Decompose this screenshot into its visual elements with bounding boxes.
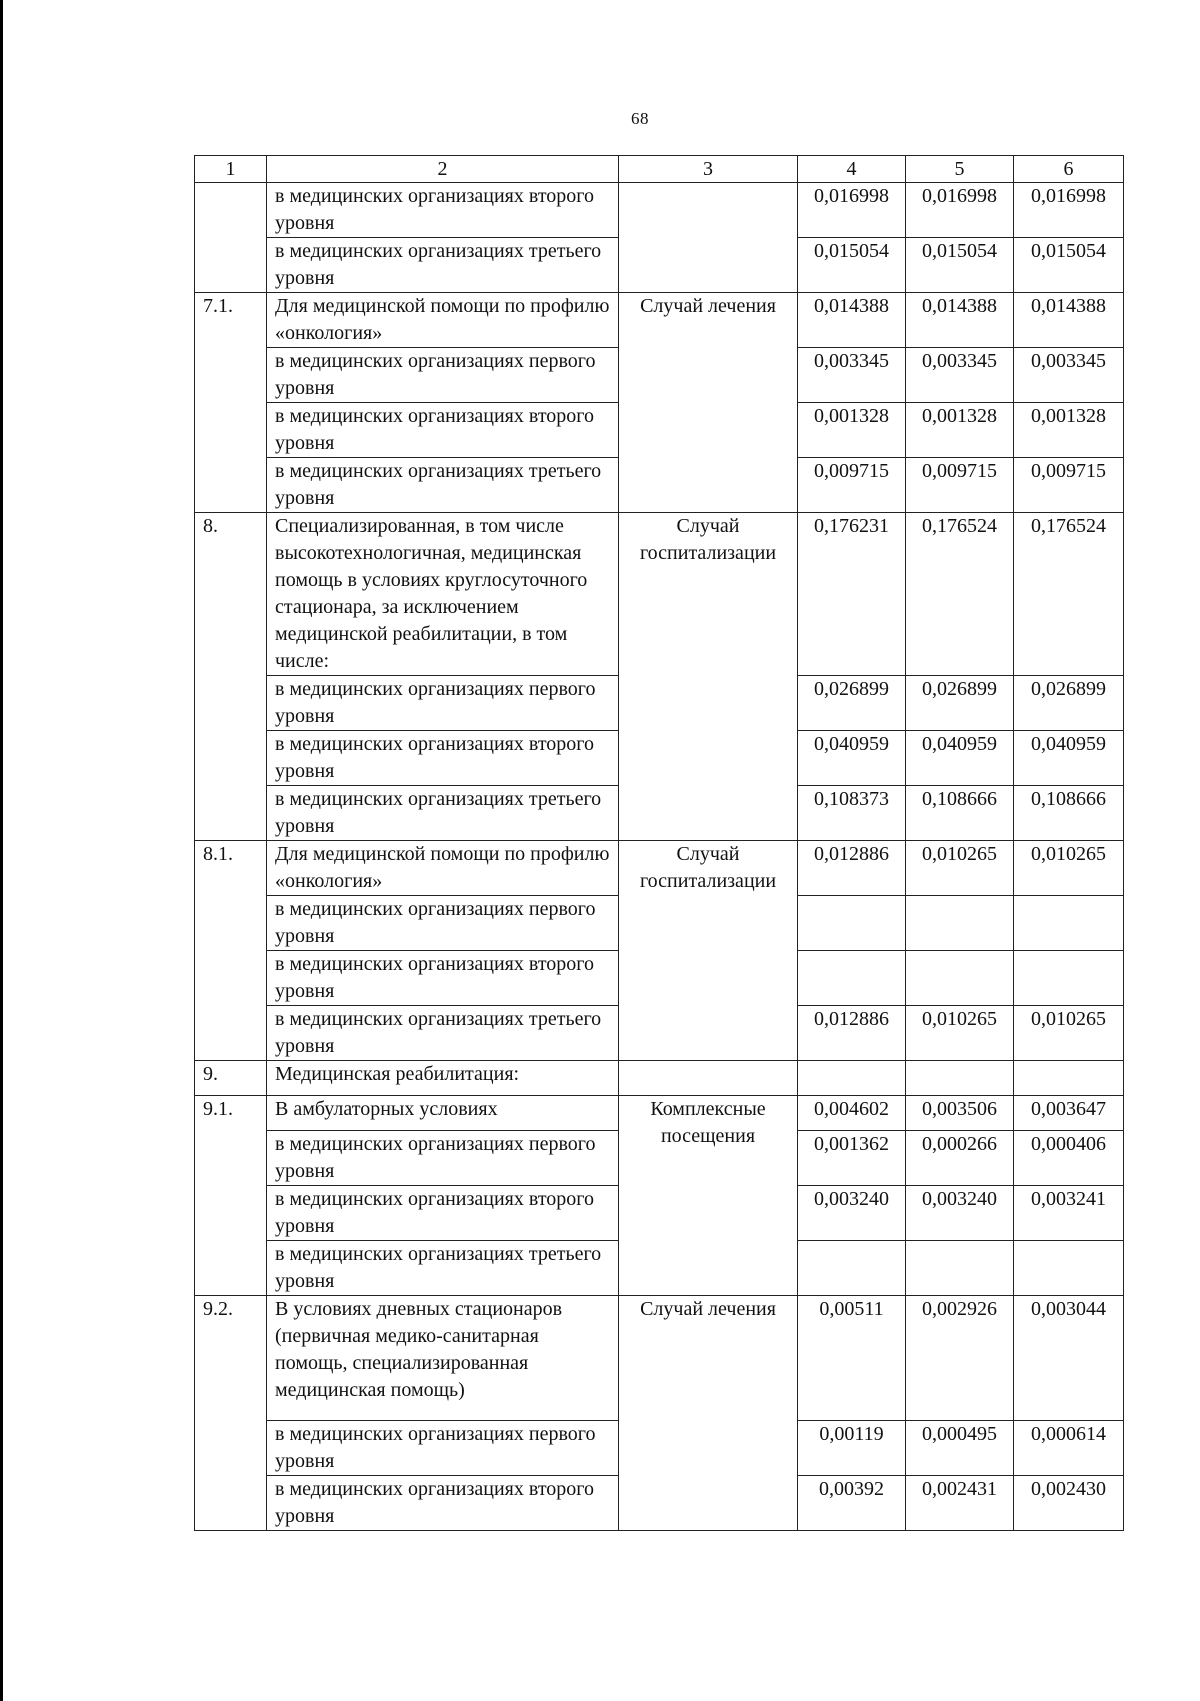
indicator-name-cell: в медицинских организациях второго уровня (267, 183, 619, 238)
indicator-name-cell: в медицинских организациях третьего уровня (267, 786, 619, 841)
value-cell-v6 (1014, 1061, 1124, 1096)
value-cell-v5 (906, 1241, 1014, 1296)
value-cell-v6 (1014, 951, 1124, 1006)
value-cell-v4: 0,176231 (798, 513, 906, 676)
indicator-name-cell: в медицинских организациях первого уровня (267, 676, 619, 731)
unit-cell: Случай лечения (619, 293, 798, 513)
value-cell-v4: 0,00392 (798, 1476, 906, 1531)
indicator-name-cell: в медицинских организациях второго уровня (267, 731, 619, 786)
value-cell-v5: 0,026899 (906, 676, 1014, 731)
value-cell-v5: 0,040959 (906, 731, 1014, 786)
value-cell-v5: 0,000266 (906, 1131, 1014, 1186)
norms-table (194, 155, 1124, 1531)
value-cell-v4: 0,009715 (798, 458, 906, 513)
row-number-cell: 9. (195, 1061, 267, 1096)
indicator-name-cell: в медицинских организациях третьего уровня (267, 238, 619, 293)
indicator-name-cell: в медицинских организациях первого уровня (267, 348, 619, 403)
table-row (195, 1061, 1124, 1096)
value-cell-v6: 0,016998 (1014, 183, 1124, 238)
indicator-name-cell: В условиях дневных стационаров (первичная медико-санитарная помощь, специализированная медицинская помощь) (267, 1296, 619, 1421)
indicator-name-cell: в медицинских организациях второго уровня (267, 1186, 619, 1241)
value-cell-v4: 0,001328 (798, 403, 906, 458)
value-cell-v4: 0,016998 (798, 183, 906, 238)
value-cell-v4 (798, 1061, 906, 1096)
value-cell-v6: 0,108666 (1014, 786, 1124, 841)
indicator-name-cell: в медицинских организациях первого уровня (267, 1421, 619, 1476)
header-cell: 1 (195, 156, 267, 183)
indicator-name-cell: В амбулаторных условиях (267, 1096, 619, 1131)
value-cell-v4: 0,015054 (798, 238, 906, 293)
value-cell-v4: 0,040959 (798, 731, 906, 786)
value-cell-v4: 0,012886 (798, 841, 906, 896)
indicator-name-cell: в медицинских организациях третьего уровня (267, 1006, 619, 1061)
page-number: 68 (631, 109, 649, 128)
value-cell-v5 (906, 1061, 1014, 1096)
value-cell-v5: 0,014388 (906, 293, 1014, 348)
indicator-name-cell: в медицинских организациях второго уровня (267, 1476, 619, 1531)
indicator-name-cell: в медицинских организациях третьего уровня (267, 458, 619, 513)
value-cell-v5: 0,010265 (906, 841, 1014, 896)
value-cell-v6: 0,026899 (1014, 676, 1124, 731)
header-cell: 2 (267, 156, 619, 183)
indicator-name-cell: в медицинских организациях первого уровня (267, 896, 619, 951)
header-cell: 3 (619, 156, 798, 183)
value-cell-v4: 0,004602 (798, 1096, 906, 1131)
table-row (195, 513, 1124, 676)
value-cell-v4: 0,026899 (798, 676, 906, 731)
value-cell-v5: 0,001328 (906, 403, 1014, 458)
indicator-name-cell: в медицинских организациях второго уровня (267, 951, 619, 1006)
value-cell-v5 (906, 951, 1014, 1006)
indicator-name-cell: Для медицинской помощи по профилю «онкология» (267, 841, 619, 896)
unit-cell (619, 183, 798, 293)
value-cell-v6: 0,003241 (1014, 1186, 1124, 1241)
value-cell-v6: 0,002430 (1014, 1476, 1124, 1531)
value-cell-v5: 0,002926 (906, 1296, 1014, 1421)
row-number-cell: 9.2. (195, 1296, 267, 1531)
value-cell-v6: 0,040959 (1014, 731, 1124, 786)
value-cell-v4: 0,003240 (798, 1186, 906, 1241)
value-cell-v6: 0,010265 (1014, 1006, 1124, 1061)
value-cell-v4: 0,003345 (798, 348, 906, 403)
value-cell-v5: 0,000495 (906, 1421, 1014, 1476)
header-cell: 6 (1014, 156, 1124, 183)
value-cell-v5: 0,176524 (906, 513, 1014, 676)
row-number-cell: 8.1. (195, 841, 267, 1061)
value-cell-v4 (798, 1241, 906, 1296)
value-cell-v4 (798, 896, 906, 951)
table-row (195, 293, 1124, 348)
table-row (195, 1096, 1124, 1131)
unit-cell: Комплексные посещения (619, 1096, 798, 1296)
row-number-cell: 8. (195, 513, 267, 841)
value-cell-v6: 0,014388 (1014, 293, 1124, 348)
value-cell-v5: 0,002431 (906, 1476, 1014, 1531)
unit-cell: Случай лечения (619, 1296, 798, 1531)
header-row (195, 156, 1124, 183)
value-cell-v5: 0,016998 (906, 183, 1014, 238)
value-cell-v4: 0,00119 (798, 1421, 906, 1476)
value-cell-v6: 0,009715 (1014, 458, 1124, 513)
value-cell-v6: 0,003647 (1014, 1096, 1124, 1131)
indicator-name-cell: Специализированная, в том числе высокотехнологичная, медицинская помощь в условиях круглосуточного стационара, за исключением медицинской реабилитации, в том числе: (267, 513, 619, 676)
table-row (195, 183, 1124, 238)
value-cell-v4: 0,014388 (798, 293, 906, 348)
value-cell-v6 (1014, 896, 1124, 951)
value-cell-v4: 0,108373 (798, 786, 906, 841)
row-number-cell: 9.1. (195, 1096, 267, 1296)
value-cell-v5: 0,009715 (906, 458, 1014, 513)
unit-cell (619, 1061, 798, 1096)
row-number-cell: 7.1. (195, 293, 267, 513)
value-cell-v5: 0,003506 (906, 1096, 1014, 1131)
value-cell-v6 (1014, 1241, 1124, 1296)
table-row (195, 1296, 1124, 1421)
value-cell-v5: 0,003240 (906, 1186, 1014, 1241)
header-cell: 5 (906, 156, 1014, 183)
value-cell-v6: 0,015054 (1014, 238, 1124, 293)
scan-edge (0, 0, 3, 1701)
value-cell-v6: 0,176524 (1014, 513, 1124, 676)
unit-cell: Случай госпитализации (619, 513, 798, 841)
indicator-name-cell: в медицинских организациях третьего уровня (267, 1241, 619, 1296)
row-number-cell (195, 183, 267, 293)
unit-cell: Случай госпитализации (619, 841, 798, 1061)
indicator-name-cell: в медицинских организациях первого уровня (267, 1131, 619, 1186)
value-cell-v5: 0,108666 (906, 786, 1014, 841)
value-cell-v4: 0,001362 (798, 1131, 906, 1186)
value-cell-v4: 0,012886 (798, 1006, 906, 1061)
header-cell: 4 (798, 156, 906, 183)
table-row (195, 841, 1124, 896)
value-cell-v5 (906, 896, 1014, 951)
value-cell-v6: 0,010265 (1014, 841, 1124, 896)
value-cell-v6: 0,001328 (1014, 403, 1124, 458)
value-cell-v6: 0,000614 (1014, 1421, 1124, 1476)
value-cell-v6: 0,000406 (1014, 1131, 1124, 1186)
value-cell-v4: 0,00511 (798, 1296, 906, 1421)
value-cell-v6: 0,003345 (1014, 348, 1124, 403)
value-cell-v5: 0,003345 (906, 348, 1014, 403)
value-cell-v5: 0,015054 (906, 238, 1014, 293)
indicator-name-cell: в медицинских организациях второго уровня (267, 403, 619, 458)
value-cell-v6: 0,003044 (1014, 1296, 1124, 1421)
value-cell-v5: 0,010265 (906, 1006, 1014, 1061)
indicator-name-cell: Медицинская реабилитация: (267, 1061, 619, 1096)
value-cell-v4 (798, 951, 906, 1006)
indicator-name-cell: Для медицинской помощи по профилю «онкология» (267, 293, 619, 348)
